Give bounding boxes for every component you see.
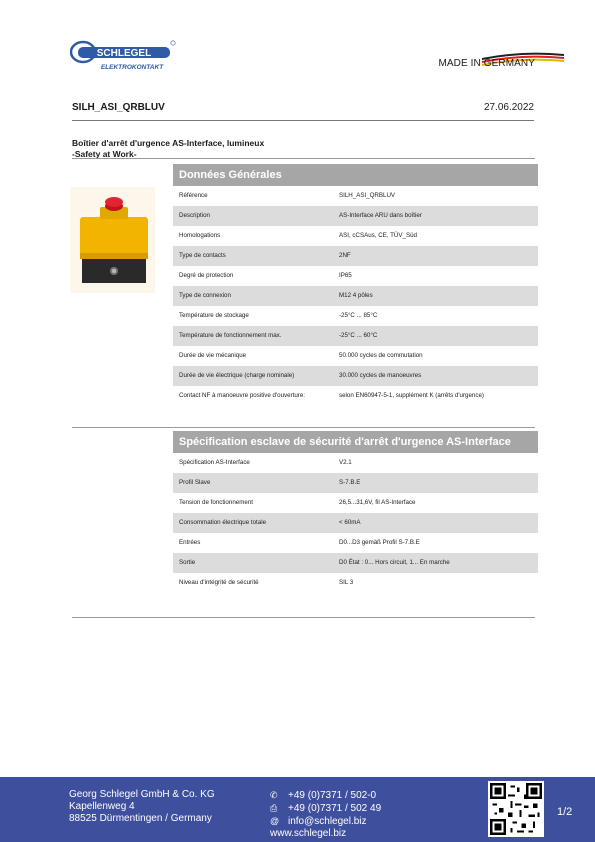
section-divider xyxy=(72,158,535,159)
svg-text:ELEKTROKONTAKT: ELEKTROKONTAKT xyxy=(100,64,164,71)
fax-icon: ⎙ xyxy=(270,803,278,813)
email-link[interactable]: info@schlegel.biz xyxy=(288,816,367,827)
table-row xyxy=(173,493,538,513)
row-label: Entrées xyxy=(179,539,201,546)
row-label: Sortie xyxy=(179,559,196,566)
made-in-germany xyxy=(438,58,535,69)
table-row xyxy=(173,473,538,493)
table-row xyxy=(173,533,538,553)
row-value: IP65 xyxy=(339,272,352,279)
row-label: Spécification AS-Interface xyxy=(179,459,250,466)
company-street: Kapellenweg 4 xyxy=(69,801,135,812)
title-line-2: -Safety at Work- xyxy=(72,149,137,159)
section-general-heading: Données Générales xyxy=(173,164,538,186)
fax-number: +49 (0)7371 / 502 49 xyxy=(288,803,382,814)
row-label: Durée de vie mécanique xyxy=(179,352,247,359)
document-date: 27.06.2022 xyxy=(483,102,534,113)
row-label: Degré de protection xyxy=(179,272,234,279)
row-value: D0...D3 gemäß Profil S-7.B.E xyxy=(339,539,420,546)
row-label: Type de connexion xyxy=(179,292,231,299)
row-value: -25°C ... 85°C xyxy=(339,312,378,319)
contact-block xyxy=(270,789,381,840)
row-value: AS-Interface ARU dans boîtier xyxy=(339,212,422,219)
product-title xyxy=(72,138,332,160)
row-value: 50.000 cycles de commutation xyxy=(339,352,423,359)
schlegel-logo xyxy=(70,38,176,74)
company-city: 88525 Dürmentingen / Germany xyxy=(69,813,212,824)
svg-text:SCHLEGEL: SCHLEGEL xyxy=(96,48,152,59)
at-icon: @ xyxy=(270,816,280,826)
made-in-text: MADE IN GERMANY xyxy=(438,58,535,69)
row-value: SILH_ASI_QRBLUV xyxy=(339,192,396,199)
section-divider xyxy=(72,427,535,428)
row-label: Référence xyxy=(179,192,208,199)
table-row xyxy=(173,226,538,246)
row-value: < 60mA xyxy=(339,519,361,526)
footer xyxy=(0,777,595,842)
row-label: Description xyxy=(179,212,210,219)
page-number: 1/2 xyxy=(557,806,573,818)
table-row xyxy=(173,553,538,573)
table-row xyxy=(173,306,538,326)
table-row xyxy=(173,346,538,366)
website-link[interactable]: www.schlegel.biz xyxy=(270,828,347,839)
row-label: Contact NF à manoeuvre positive d'ouverture: xyxy=(179,392,306,399)
table-row xyxy=(173,386,538,406)
row-value: SIL 3 xyxy=(339,579,354,586)
table-row xyxy=(173,286,538,306)
row-label: Type de contacts xyxy=(179,252,226,259)
table-row xyxy=(173,326,538,346)
qr-code xyxy=(488,781,544,837)
row-value: 26,5...31,6V, fil AS-Interface xyxy=(339,499,416,506)
document-header xyxy=(72,102,534,121)
section-asi-heading: Spécification esclave de sécurité d'arrêt d'urgence AS-Interface xyxy=(173,431,538,453)
section-divider xyxy=(72,617,535,618)
table-row xyxy=(173,513,538,533)
row-value: M12 4 pôles xyxy=(339,292,373,299)
row-label: Température de stockage xyxy=(179,312,249,319)
table-row xyxy=(173,266,538,286)
row-value: -25°C ... 60°C xyxy=(339,332,378,339)
row-label: Profil Slave xyxy=(179,479,211,486)
table-row xyxy=(173,246,538,266)
row-label: Température de fonctionnement max. xyxy=(179,332,282,339)
row-value: S-7.B.E xyxy=(339,479,361,486)
product-code: SILH_ASI_QRBLUV xyxy=(72,102,165,113)
table-row xyxy=(173,206,538,226)
row-value: 30.000 cycles de manoeuvres xyxy=(339,372,422,379)
phone-number: +49 (0)7371 / 502-0 xyxy=(288,790,377,801)
table-row xyxy=(173,366,538,386)
row-label: Homologations xyxy=(179,232,221,239)
row-value: 2NF xyxy=(339,252,351,259)
table-row xyxy=(173,186,538,206)
company-address xyxy=(69,789,215,825)
row-label: Durée de vie électrique (charge nominale) xyxy=(179,372,295,379)
phone-icon: ✆ xyxy=(270,790,278,800)
product-image xyxy=(70,187,155,293)
company-name: Georg Schlegel GmbH & Co. KG xyxy=(69,789,215,800)
table-row xyxy=(173,453,538,473)
row-value: D0 État : 0... Hors circuit, 1... En marche xyxy=(339,559,450,566)
row-value: V2.1 xyxy=(339,459,352,466)
table-row xyxy=(173,573,538,593)
row-value: ASI, cCSAus, CE, TÜV_Süd xyxy=(339,232,417,239)
row-label: Tension de fonctionnement xyxy=(179,499,253,506)
row-value: selon EN60947-5-1, supplément K (arrêts d'urgence) xyxy=(339,392,484,399)
title-line-1: Boîtier d'arrêt d'urgence AS-Interface, lumineux xyxy=(72,138,265,148)
row-label: Consommation électrique totale xyxy=(179,519,267,526)
row-label: Niveau d'intégrité de sécurité xyxy=(179,579,259,586)
